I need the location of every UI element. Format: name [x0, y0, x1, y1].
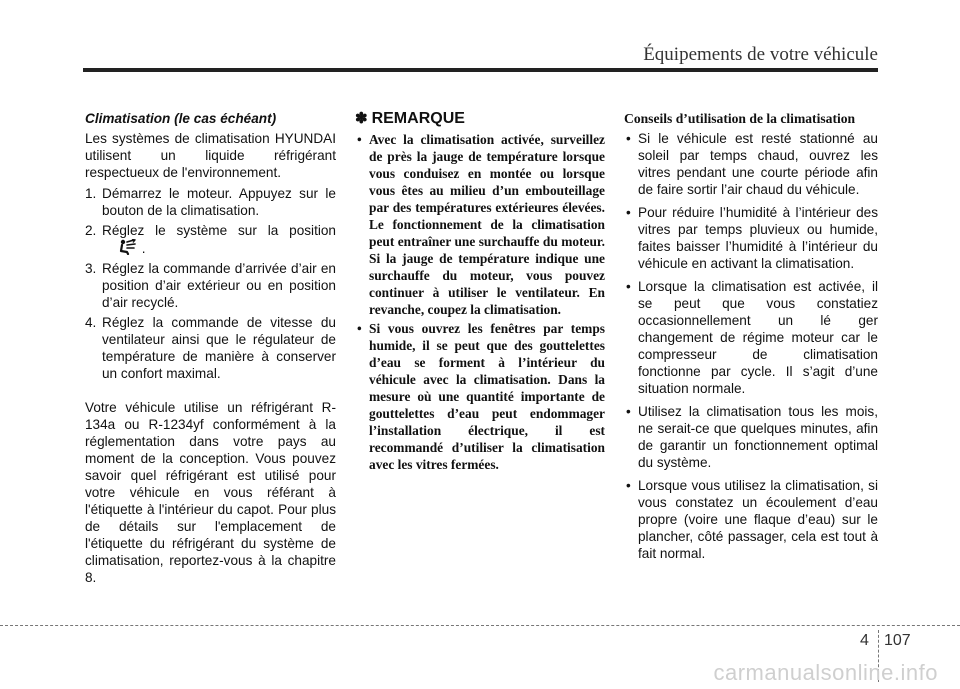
footer-rule: [0, 625, 960, 626]
fan-mode-icon: [116, 239, 136, 255]
header-rule: [83, 68, 878, 72]
bullet-icon: •: [626, 205, 631, 220]
step-text: Réglez la commande d’arrivée d’air en position d’air extérieur ou en position d’air recyclé.: [102, 261, 336, 310]
tips-title: Conseils d’utilisation de la climatisation: [624, 111, 856, 126]
remark-text: Si vous ouvrez les fenêtres par temps humide, il se peut que des gouttelettes d’eau se forment à l’intérieur du véhicule avec la climatisation. Dans la mesure où une quantité importante de gouttelettes d’eau peut endommager l’installation électrique, il est recommandé d’utiliser la climatisation avec les vitres fermées.: [369, 321, 605, 472]
tip-text: Lorsque la climatisation est activée, il se peut que vous constatiez occasionnellement un lé ger changement de régime moteur car le compresseur de climatisation fonctionne par cycle. Il s’agit d’une situation normale.: [638, 279, 878, 396]
chapter-number: 4: [860, 632, 869, 649]
column-climatisation: [85, 110, 336, 586]
list-item: [355, 320, 605, 473]
remark-title: REMARQUE: [371, 110, 465, 127]
bullet-icon: •: [626, 279, 631, 294]
list-item: [85, 222, 336, 257]
list-item: [85, 185, 336, 219]
list-item: [624, 477, 878, 562]
refrigerant-note: Votre véhicule utilise un réfrigérant R-134a ou R-1234yf conformément à la réglementation dans votre pays au moment de la conception. Vous pouvez savoir quel réfrigérant est utilisé pour votre véhicule en vous référant à l'étiquette à l'intérieur du capot. Pour plus de détails sur l'emplacement de l'étiquette du réfrigérant du système de climatisation, reportez-vous à la chapitre 8.: [85, 400, 336, 585]
watermark: carmanualsonline.info: [713, 660, 938, 685]
tip-text: Utilisez la climatisation tous les mois, ne serait-ce que quelques minutes, afin de garantir un fonctionnement optimal du système.: [638, 404, 878, 470]
step-number: 4.: [85, 315, 97, 330]
bullet-icon: •: [357, 132, 362, 147]
bullet-icon: •: [626, 478, 631, 493]
bullet-icon: •: [626, 404, 631, 419]
step-suffix: .: [141, 241, 146, 256]
list-item: [85, 314, 336, 382]
list-item: [624, 403, 878, 471]
star-icon: ✽: [355, 110, 368, 127]
tip-text: Si le véhicule est resté stationné au soleil par temps chaud, ouvrez les vitres pendant une courte période afin de faire sortir l’air chaud du véhicule.: [638, 131, 878, 197]
tip-text: Lorsque vous utilisez la climatisation, si vous constatez un écoulement d’eau propre (voire une flaque d’eau) sur le plancher, côté passager, cela est tout à fait normal.: [638, 478, 878, 561]
list-item: [355, 131, 605, 318]
step-text: Démarrez le moteur. Appuyez sur le bouton de la climatisation.: [102, 186, 336, 218]
step-number: 1.: [85, 186, 97, 201]
remark-text: Avec la climatisation activée, surveillez de près la jauge de température lorsque vous conduisez en montée ou lorsque vous êtes au milieu d’un embouteillage par des températures extérieures élevées. Le fonctionnement de la climatisation peut entraîner une surchauffe du moteur. Si la jauge de température indique une surchauffe du moteur, vous pouvez continuer à utiliser le ventilateur. En revanche, coupez la climatisation.: [369, 132, 605, 317]
list-item: [624, 204, 878, 272]
step-text: Réglez le système sur la position: [102, 223, 336, 238]
intro-paragraph: Les systèmes de climatisation HYUNDAI utilisent un liquide réfrigérant respectueux de l'environnement.: [85, 131, 336, 180]
remark-heading: [355, 110, 605, 127]
remark-list: [355, 131, 605, 473]
column-tips: [624, 110, 878, 568]
tips-list: [624, 130, 878, 562]
steps-list: [85, 185, 336, 382]
bullet-icon: •: [357, 321, 362, 336]
section-title: Climatisation (le cas échéant): [85, 111, 277, 126]
list-item: [624, 130, 878, 198]
step-text: Réglez la commande de vitesse du ventilateur ainsi que le régulateur de température de manière à conserver un confort maximal.: [102, 315, 336, 381]
step-number: 3.: [85, 261, 97, 276]
page-header-title: Équipements de votre véhicule: [643, 44, 878, 65]
bullet-icon: •: [626, 131, 631, 146]
tip-text: Pour réduire l’humidité à l’intérieur des vitres par temps pluvieux ou humide, faites baisser l’humidité à l’intérieur du véhicule en activant la climatisation.: [638, 205, 878, 271]
step-number: 2.: [85, 223, 97, 238]
list-item: [624, 278, 878, 397]
column-remark: [355, 110, 605, 475]
list-item: [85, 260, 336, 311]
page-number: 107: [884, 632, 911, 649]
